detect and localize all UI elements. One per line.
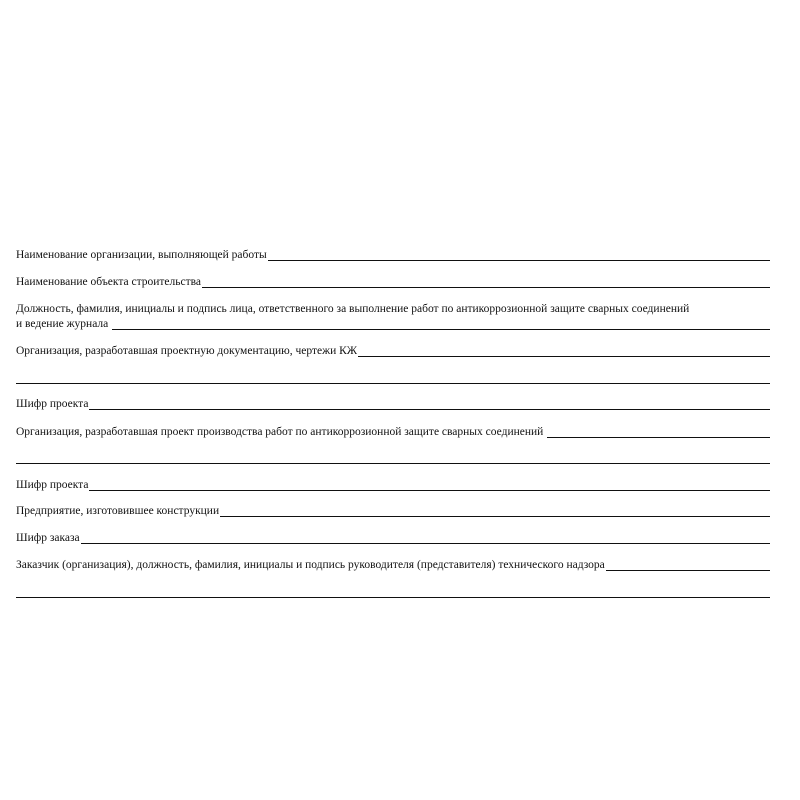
project-code-1-field[interactable] xyxy=(89,398,770,410)
project-code-2-row xyxy=(16,479,770,492)
design-org-field[interactable] xyxy=(358,345,770,357)
work-plan-org-row xyxy=(16,426,770,439)
customer-label: Заказчик (организация), должность, фамилия, инициалы и подпись руководителя (представителя) технического надзора xyxy=(16,559,605,571)
project-code-1-row xyxy=(16,398,770,411)
work-plan-org-label: Организация, разработавшая проект производства работ по антикоррозионной защите сварных соединений xyxy=(16,426,544,438)
project-code-1-label: Шифр проекта xyxy=(16,398,89,410)
responsible-person-label-line2: и ведение журнала xyxy=(16,318,109,330)
project-code-2-label: Шифр проекта xyxy=(16,479,89,491)
work-plan-org-field-continuation[interactable] xyxy=(16,463,770,464)
design-org-field-continuation[interactable] xyxy=(16,383,770,384)
customer-row xyxy=(16,559,770,572)
construction-object-label: Наименование объекта строительства xyxy=(16,276,202,288)
construction-object-row xyxy=(16,276,770,289)
responsible-person-field[interactable] xyxy=(112,318,770,330)
design-org-label: Организация, разработавшая проектную документацию, чертежи КЖ xyxy=(16,345,358,357)
customer-field-continuation[interactable] xyxy=(16,597,770,598)
journal-title-form xyxy=(16,0,770,800)
order-code-label: Шифр заказа xyxy=(16,532,80,544)
org-performing-row xyxy=(16,249,770,262)
project-code-2-field[interactable] xyxy=(89,479,770,491)
order-code-field[interactable] xyxy=(81,532,770,544)
customer-field[interactable] xyxy=(606,559,770,571)
manufacturer-label: Предприятие, изготовившее конструкции xyxy=(16,505,220,517)
construction-object-field[interactable] xyxy=(202,276,770,288)
org-performing-field[interactable] xyxy=(268,249,770,261)
org-performing-label: Наименование организации, выполняющей работы xyxy=(16,249,267,261)
work-plan-org-field[interactable] xyxy=(547,426,770,438)
responsible-person-label-line1: Должность, фамилия, инициалы и подпись лица, ответственного за выполнение работ по антикоррозионной защите сварных соединений xyxy=(16,303,690,315)
manufacturer-field[interactable] xyxy=(220,505,770,517)
design-org-row xyxy=(16,345,770,358)
responsible-person-row xyxy=(16,318,770,331)
manufacturer-row xyxy=(16,505,770,518)
order-code-row xyxy=(16,532,770,545)
